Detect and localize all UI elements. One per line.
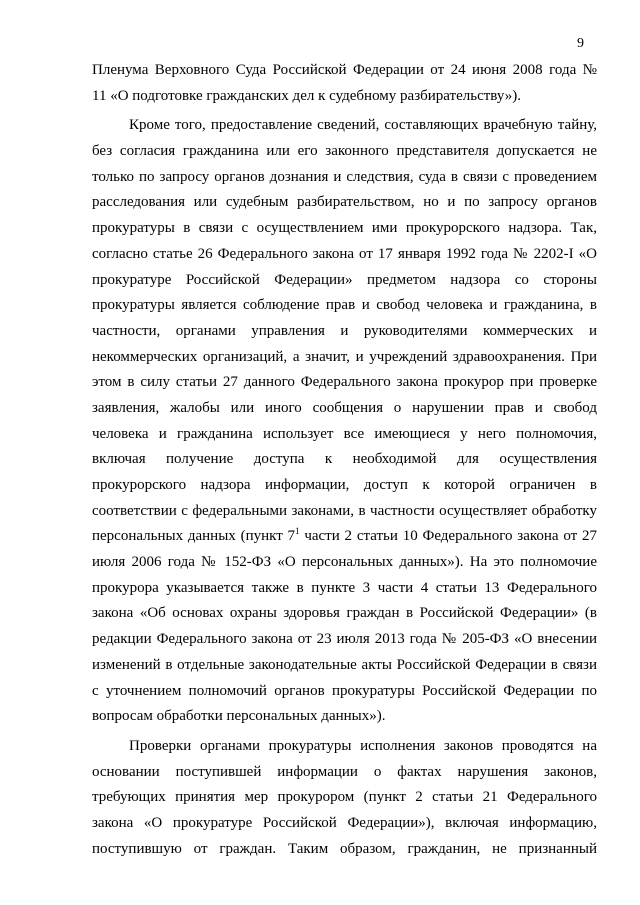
- text-line: требующих принятия мер прокурором (пункт 2 статьи 21 Федерального: [92, 789, 597, 806]
- text-line: только по запросу органов дознания и следствия, суда в связи с проведением: [92, 168, 597, 185]
- text-line: соответствии с федеральными законами, в частности осуществляет обработку: [92, 502, 597, 519]
- paragraph: [92, 734, 597, 862]
- text-line: [92, 524, 597, 550]
- text-line: основании поступившей информации о фактах нарушения законов,: [92, 763, 597, 780]
- text-line: Проверки органами прокуратуры исполнения законов проводятся на: [129, 737, 597, 754]
- text-line: 11 «О подготовке гражданских дел к судебному разбирательству»).: [92, 87, 521, 104]
- text-line: июля 2006 года № 152-ФЗ «О персональных данных»). На это полномочие: [92, 554, 597, 571]
- text-line: прокурора указывается также в пункте 3 части 4 статьи 13 Федерального: [92, 579, 597, 596]
- text-line: поступившую от граждан. Таким образом, гражданин, не признанный: [92, 840, 597, 857]
- superscript: 1: [295, 526, 300, 537]
- text-segment: персональных данных (пункт 7: [92, 528, 296, 545]
- text-line: прокуратуры в связи с осуществлением ими прокурорского надзора. Так,: [92, 220, 597, 237]
- text-line: с уточнением полномочий органов прокуратуры Российской Федерации по: [92, 682, 597, 699]
- text-line: расследования или судебным разбирательством, но и по запросу органов: [92, 194, 597, 211]
- text-line: согласно статье 26 Федерального закона от 17 января 1992 года № 2202-I «О: [92, 245, 597, 262]
- text-line: человека и гражданина использует все имеющиеся у него полномочия,: [92, 425, 597, 442]
- text-line: прокуратуре Российской Федерации» предметом надзора со стороны: [92, 271, 597, 288]
- text-line: изменений в отдельные законодательные акты Российской Федерации в связи: [92, 656, 597, 673]
- text-line: без согласия гражданина или его законного представителя допускается не: [92, 143, 597, 160]
- page-number: 9: [577, 36, 584, 51]
- text-line: включая получение доступа к необходимой для осуществления: [92, 451, 597, 468]
- text-line: редакции Федерального закона от 23 июля 2013 года № 205-ФЗ «О внесении: [92, 631, 597, 648]
- paragraph: [92, 58, 597, 109]
- document-body: [92, 58, 597, 862]
- text-line: Пленума Верховного Суда Российской Федерации от 24 июня 2008 года №: [92, 62, 597, 78]
- text-line: вопросам обработки персональных данных»).: [92, 708, 386, 725]
- text-line: заявления, жалобы или иного сообщения о нарушении прав и свобод: [92, 399, 597, 416]
- text-line: этом в силу статьи 27 данного Федерального закона прокурор при проверке: [92, 374, 597, 391]
- text-line: Кроме того, предоставление сведений, составляющих врачебную тайну,: [129, 117, 597, 134]
- text-segment: части 2 статьи 10 Федерального закона от 27: [299, 528, 597, 545]
- text-line: прокурорского надзора информации, доступ к которой ограничен в: [92, 477, 597, 493]
- text-line: некоммерческих организаций, а значит, и учреждений здравоохранения. При: [92, 348, 597, 365]
- text-line: прокуратуры является соблюдение прав и свобод человека и гражданина, в: [92, 297, 597, 314]
- text-line: частности, органами управления и руководителями коммерческих и: [92, 322, 597, 339]
- paragraph: [92, 113, 597, 730]
- text-line: закона «Об основах охраны здоровья граждан в Российской Федерации» (в: [92, 605, 597, 622]
- text-line: закона «О прокуратуре Российской Федерации»), включая информацию,: [92, 814, 597, 831]
